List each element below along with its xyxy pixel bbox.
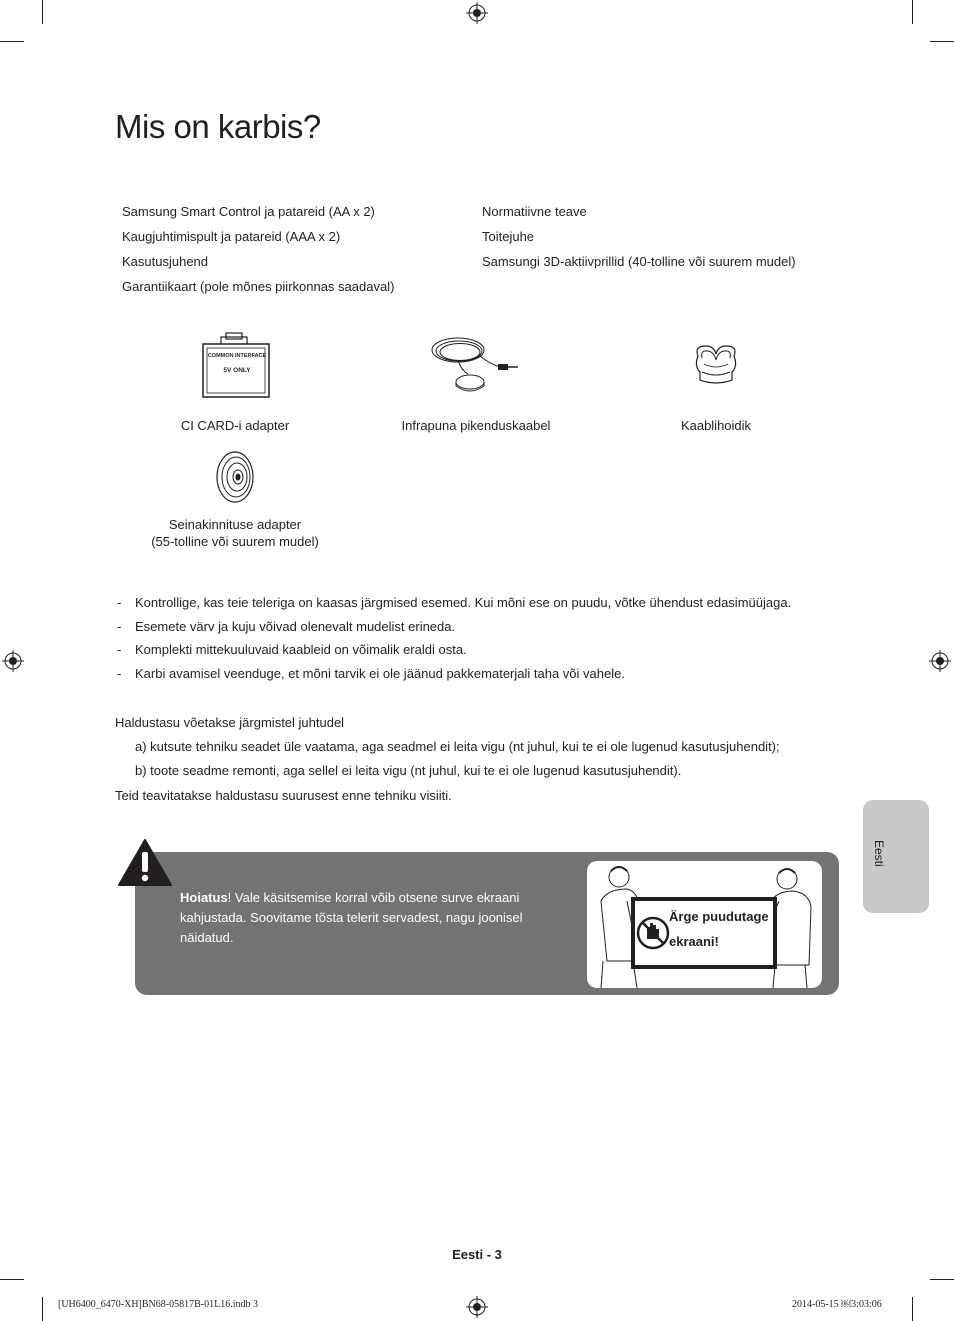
crop-mark [0,1279,24,1280]
registration-mark-icon [929,650,951,672]
cable-holder-image [692,342,740,388]
footer-file-info: [UH6400_6470-XH]BN68-05817B-01L16.indb 3 [58,1299,258,1310]
bullet-dash: - [117,642,122,657]
language-tab [863,800,929,913]
crop-mark [42,0,43,24]
crop-mark [912,0,913,24]
contents-item: Samsung Smart Control ja patareid (AA x 2) [122,204,375,219]
accessory-caption: CI CARD-i adapter [180,418,290,433]
crop-mark [42,1297,43,1321]
note-text: Komplekti mittekuuluvaid kaableid on võimalik eraldi osta. [135,642,467,657]
note-text: Karbi avamisel veenduge, et mõni tarvik ei ole jäänud pakkematerjali taha või vahele. [135,666,625,681]
registration-mark-icon [2,650,24,672]
page-title: Mis on karbis? [115,108,321,145]
accessory-caption: Kaablihoidik [680,418,752,433]
accessory-caption: Seinakinnituse adapter [168,517,302,532]
contents-item: Kaugjuhtimispult ja patareid (AAA x 2) [122,229,341,244]
ci-card-label: COMMON INTERFACE [207,353,267,359]
contents-item: Kasutusjuhend [122,254,209,269]
page-number: Eesti - 3 [452,1247,502,1262]
tv-screen-text: Ärge puudutage [669,909,769,924]
accessory-caption: Infrapuna pikenduskaabel [401,418,551,433]
registration-mark-icon [466,1296,488,1318]
tv-screen-text: ekraani! [669,934,719,949]
contents-item: Garantiikaart (pole mõnes piirkonnas saadaval) [122,279,395,294]
contents-item: Normatiivne teave [482,204,587,219]
bullet-dash: - [117,595,122,610]
warning-text [180,888,570,948]
crop-mark [930,1279,954,1280]
wall-mount-adapter-image [215,450,255,504]
language-tab-label: Eesti [872,840,886,867]
bullet-dash: - [117,666,122,681]
crop-mark [912,1297,913,1321]
warning-label: Hoiatus [180,890,228,905]
fee-case: a) kutsute tehniku seadet üle vaatama, aga seadmel ei leita vigu (nt juhul, kui te ei ole lugenud kasutusjuhendit); [135,739,780,754]
warning-message: ! Vale käsitsemise korral võib otsene surve ekraani kahjustada. Soovitame tõsta telerit servadest, nagu joonisel näidatud. [180,890,523,945]
ir-cable-image [428,330,520,398]
crop-mark [930,41,954,42]
fee-outro: Teid teavitatakse haldustasu suurusest enne tehniku visiiti. [115,788,452,803]
registration-mark-icon [466,2,488,24]
contents-item: Samsungi 3D-aktiivprillid (40-tolline või suurem mudel) [482,254,796,269]
footer-date: 2014-05-15 ￼3:03:06 [792,1299,882,1310]
accessory-caption: (55-tolline või suurem mudel) [151,534,319,549]
contents-item: Toitejuhe [482,229,535,244]
ci-card-label: 5V ONLY [223,367,251,374]
note-text: Esemete värv ja kuju võivad olenevalt mudelist erineda. [135,619,456,634]
bullet-dash: - [117,619,122,634]
note-text: Kontrollige, kas teie teleriga on kaasas järgmised esemed. Kui mõni ese on puudu, võtke ühendust edasimüüjaga. [135,595,792,610]
ci-card-adapter-image [201,331,273,399]
fee-case: b) toote seadme remonti, aga sellel ei leita vigu (nt juhul, kui te ei ole lugenud kasutusjuhendit). [135,763,682,778]
fee-intro: Haldustasu võetakse järgmistel juhtudel [115,715,345,730]
warning-triangle-icon [117,838,173,888]
crop-mark [0,41,24,42]
tv-handling-illustration [587,861,822,988]
